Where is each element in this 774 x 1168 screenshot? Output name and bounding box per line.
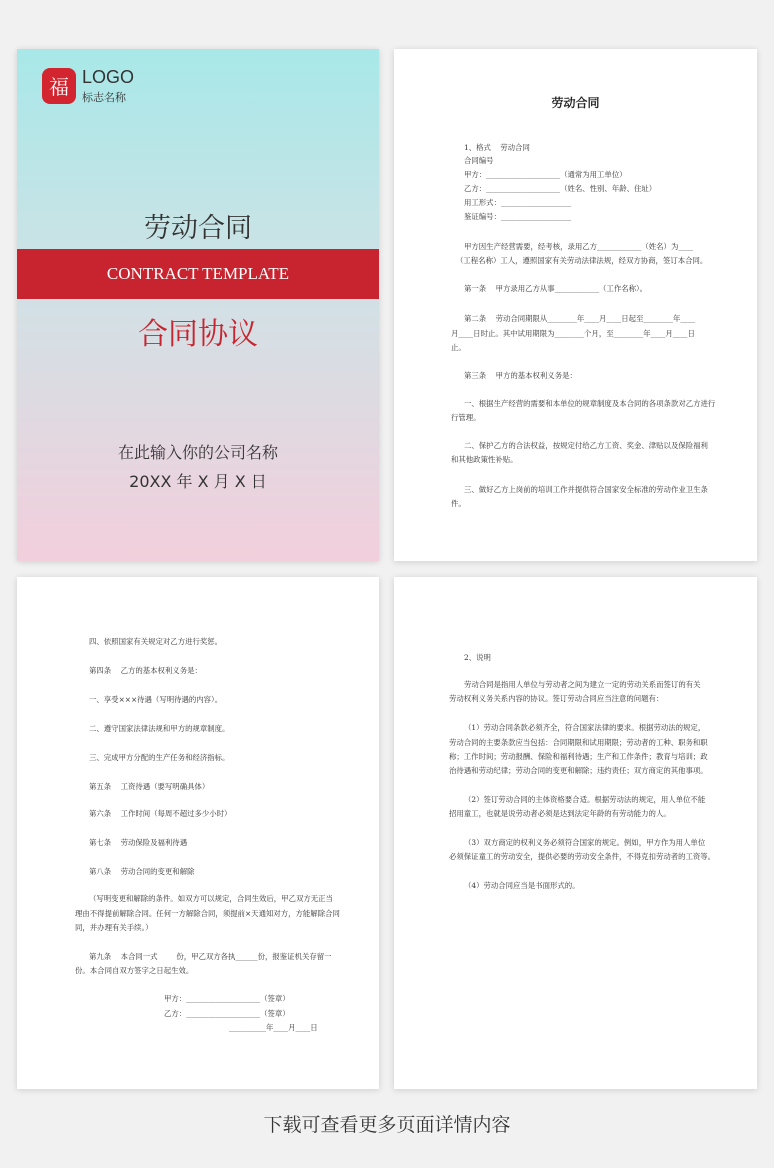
page-title: 劳动合同 <box>551 96 600 110</box>
contract-page-1 <box>394 49 757 561</box>
text-line: 第一条 甲方录用乙方从事____________（工作名称）。 <box>464 284 648 293</box>
text-line: 2、说明 <box>464 653 491 662</box>
signature-line: 甲方：____________________（签章） <box>164 994 290 1003</box>
cover-band: CONTRACT TEMPLATE <box>17 249 379 299</box>
text-line: 行管理。 <box>451 413 481 422</box>
download-hint: 下载可查看更多页面详情内容 <box>263 1114 511 1136</box>
text-line: 第九条 本合同一式 份，甲乙双方各执______份，报鉴证机关存留一 <box>89 952 332 961</box>
text-line: 乙方：____________________（姓名、性别、年龄、住址） <box>464 184 657 193</box>
text-line: 招用童工，也就是说劳动者必须是达到法定年龄的有劳动能力的人。 <box>449 809 671 818</box>
text-line: 份。本合同自双方签字之日起生效。 <box>75 966 194 975</box>
text-line: 甲方：____________________（通常为用工单位） <box>464 170 627 179</box>
signature-line: 乙方：____________________（签章） <box>164 1009 290 1018</box>
logo-text: LOGO <box>82 67 135 87</box>
cover-date: 20XX 年 X 月 X 日 <box>129 472 267 491</box>
date-line: __________年____月____日 <box>229 1023 318 1032</box>
logo-icon: 福 <box>42 68 76 104</box>
text-line: 第三条 甲方的基本权利义务是： <box>464 371 577 380</box>
text-line: 第八条 劳动合同的变更和解除 <box>89 867 195 876</box>
text-line: 理由不得提前解除合同。任何一方解除合同，须提前×天通知对方，方能解除合同 <box>75 909 340 918</box>
text-line: 鉴证编号：___________________ <box>464 212 572 221</box>
contract-page-2 <box>17 577 379 1089</box>
text-line: （工程名称）工人，遵照国家有关劳动法律法规，经双方协商，签订本合同。 <box>456 256 708 265</box>
text-line: （写明变更和解除的条件。如双方可以规定，合同生效后，甲乙双方无正当 <box>89 894 333 903</box>
text-line: 第四条 乙方的基本权利义务是： <box>89 666 202 675</box>
text-line: 甲方因生产经营需要，经考核，录用乙方____________（姓名）为____ <box>464 242 694 251</box>
text-line: （1）劳动合同条款必须齐全，符合国家法律的要求。根据劳动法的规定， <box>464 723 706 732</box>
text-line: 称；工作时间；劳动报酬、保险和福利待遇；生产和工作条件；教育与培训；政 <box>449 752 708 761</box>
text-line: 月____日时止。其中试用期限为________个月，至________年____月____日 <box>451 329 695 338</box>
cover-subtitle: 合同协议 <box>138 317 258 352</box>
text-line: 劳动合同是指用人单位与劳动者之间为建立一定的劳动关系而签订的有关 <box>464 680 701 689</box>
text-line: 劳动合同的主要条款应当包括：合同期限和试用期限；劳动者的工种、职务和职 <box>449 738 708 747</box>
text-line: 二、保护乙方的合法权益，按规定付给乙方工资、奖金、津贴以及保险福利 <box>464 441 708 450</box>
text-line: 止。 <box>451 343 466 352</box>
cover-title: 劳动合同 <box>144 213 252 244</box>
text-line: 和其他政策性补贴。 <box>451 455 518 464</box>
company-name: 在此输入你的公司名称 <box>117 443 278 462</box>
contract-page-3 <box>394 577 757 1089</box>
text-line: 第五条 工资待遇（要写明确具体） <box>89 782 210 791</box>
text-line: 四、依照国家有关规定对乙方进行奖惩。 <box>89 637 223 646</box>
cover-page <box>17 49 379 561</box>
text-line: 一、根据生产经营的需要和本单位的规章制度及本合同的各项条款对乙方进行 <box>464 399 716 408</box>
text-line: 第六条 工作时间（每周不超过多少小时） <box>89 809 232 818</box>
text-line: （4）劳动合同应当是书面形式的。 <box>464 881 580 890</box>
text-line: 治待遇和劳动纪律；劳动合同的变更和解除；违约责任；双方商定的其他事项。 <box>449 766 708 775</box>
text-line: 一、享受×××待遇（写明待遇的内容）。 <box>89 695 223 704</box>
text-line: （3）双方商定的权利义务必须符合国家的规定。例如，甲方作为用人单位 <box>464 838 706 847</box>
text-line: 用工形式：___________________ <box>464 198 572 207</box>
text-line: 三、做好乙方上岗前的培训工作并提供符合国家安全标准的劳动作业卫生条 <box>464 485 708 494</box>
text-line: 三、完成甲方分配的生产任务和经济指标。 <box>89 753 230 762</box>
text-line: 必须保证童工的劳动安全，提供必要的劳动安全条件，不得克扣劳动者的工资等。 <box>449 852 716 861</box>
text-line: 1、格式 劳动合同 <box>464 143 530 152</box>
text-line: 同，并办理有关手续。） <box>75 923 153 932</box>
text-line: 二、遵守国家法律法规和甲方的规章制度。 <box>89 724 230 733</box>
text-line: 劳动权利义务关系内容的协议。签订劳动合同应当注意的问题有： <box>449 694 664 703</box>
text-line: 件。 <box>451 499 466 508</box>
text-line: （2）签订劳动合同的主体资格要合适。根据劳动法的规定，用人单位不能 <box>464 795 706 804</box>
text-line: 第七条 劳动保险及福利待遇 <box>89 838 188 847</box>
logo-subtitle: 标志名称 <box>82 91 126 104</box>
text-line: 合同编号 <box>464 156 494 165</box>
text-line: 第二条 劳动合同期限从________年____月____日起至________年____ <box>464 314 696 323</box>
